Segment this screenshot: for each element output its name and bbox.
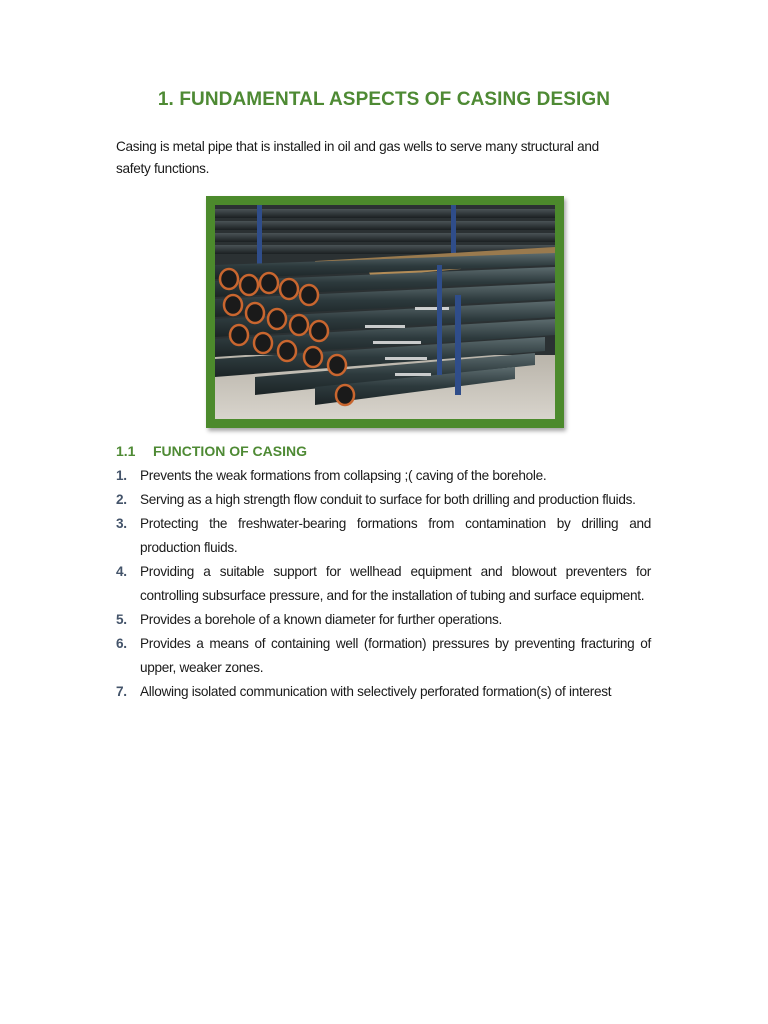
- list-item-text: Serving as a high strength flow conduit to surface for both drilling and production fluids.: [140, 492, 636, 507]
- intro-paragraph: Casing is metal pipe that is installed in oil and gas wells to serve many structural and safety functions.: [116, 139, 599, 176]
- list-item-text: Protecting the freshwater-bearing formations from contamination by drilling and production fluids.: [140, 516, 651, 555]
- list-item: [116, 464, 651, 488]
- list-item-number: 4.: [116, 564, 127, 579]
- list-item-number: 2.: [116, 492, 127, 507]
- list-item: [116, 512, 651, 560]
- list-item-text: Allowing isolated communication with selectively perforated formation(s) of interest: [140, 684, 612, 699]
- list-item-number: 6.: [116, 636, 127, 651]
- list-item: [116, 560, 651, 608]
- list-item-number: 5.: [116, 612, 127, 627]
- list-item: [116, 608, 651, 632]
- list-item-number: 3.: [116, 516, 127, 531]
- list-item-text: Prevents the weak formations from collapsing ;( caving of the borehole.: [140, 468, 547, 483]
- casing-photo-frame: [206, 196, 564, 428]
- list-item: [116, 680, 651, 704]
- list-item-text: Provides a means of containing well (formation) pressures by preventing fracturing of upper, weaker zones.: [140, 636, 651, 675]
- list-item: [116, 488, 651, 512]
- page-title: 1. FUNDAMENTAL ASPECTS OF CASING DESIGN: [157, 89, 611, 110]
- list-item-number: 1.: [116, 468, 127, 483]
- list-item-text: Providing a suitable support for wellhead equipment and blowout preventers for controlling subsurface pressure, and for the installation of tubing and surface equipment.: [140, 564, 651, 603]
- section-heading: [116, 443, 307, 459]
- casing-pipes-photo: [215, 205, 555, 419]
- section-title: FUNCTION OF CASING: [153, 443, 307, 459]
- section-number: 1.1: [116, 443, 136, 459]
- list-item-text: Provides a borehole of a known diameter for further operations.: [140, 612, 502, 627]
- list-item: [116, 632, 651, 680]
- list-item-number: 7.: [116, 684, 127, 699]
- function-list: [116, 464, 651, 704]
